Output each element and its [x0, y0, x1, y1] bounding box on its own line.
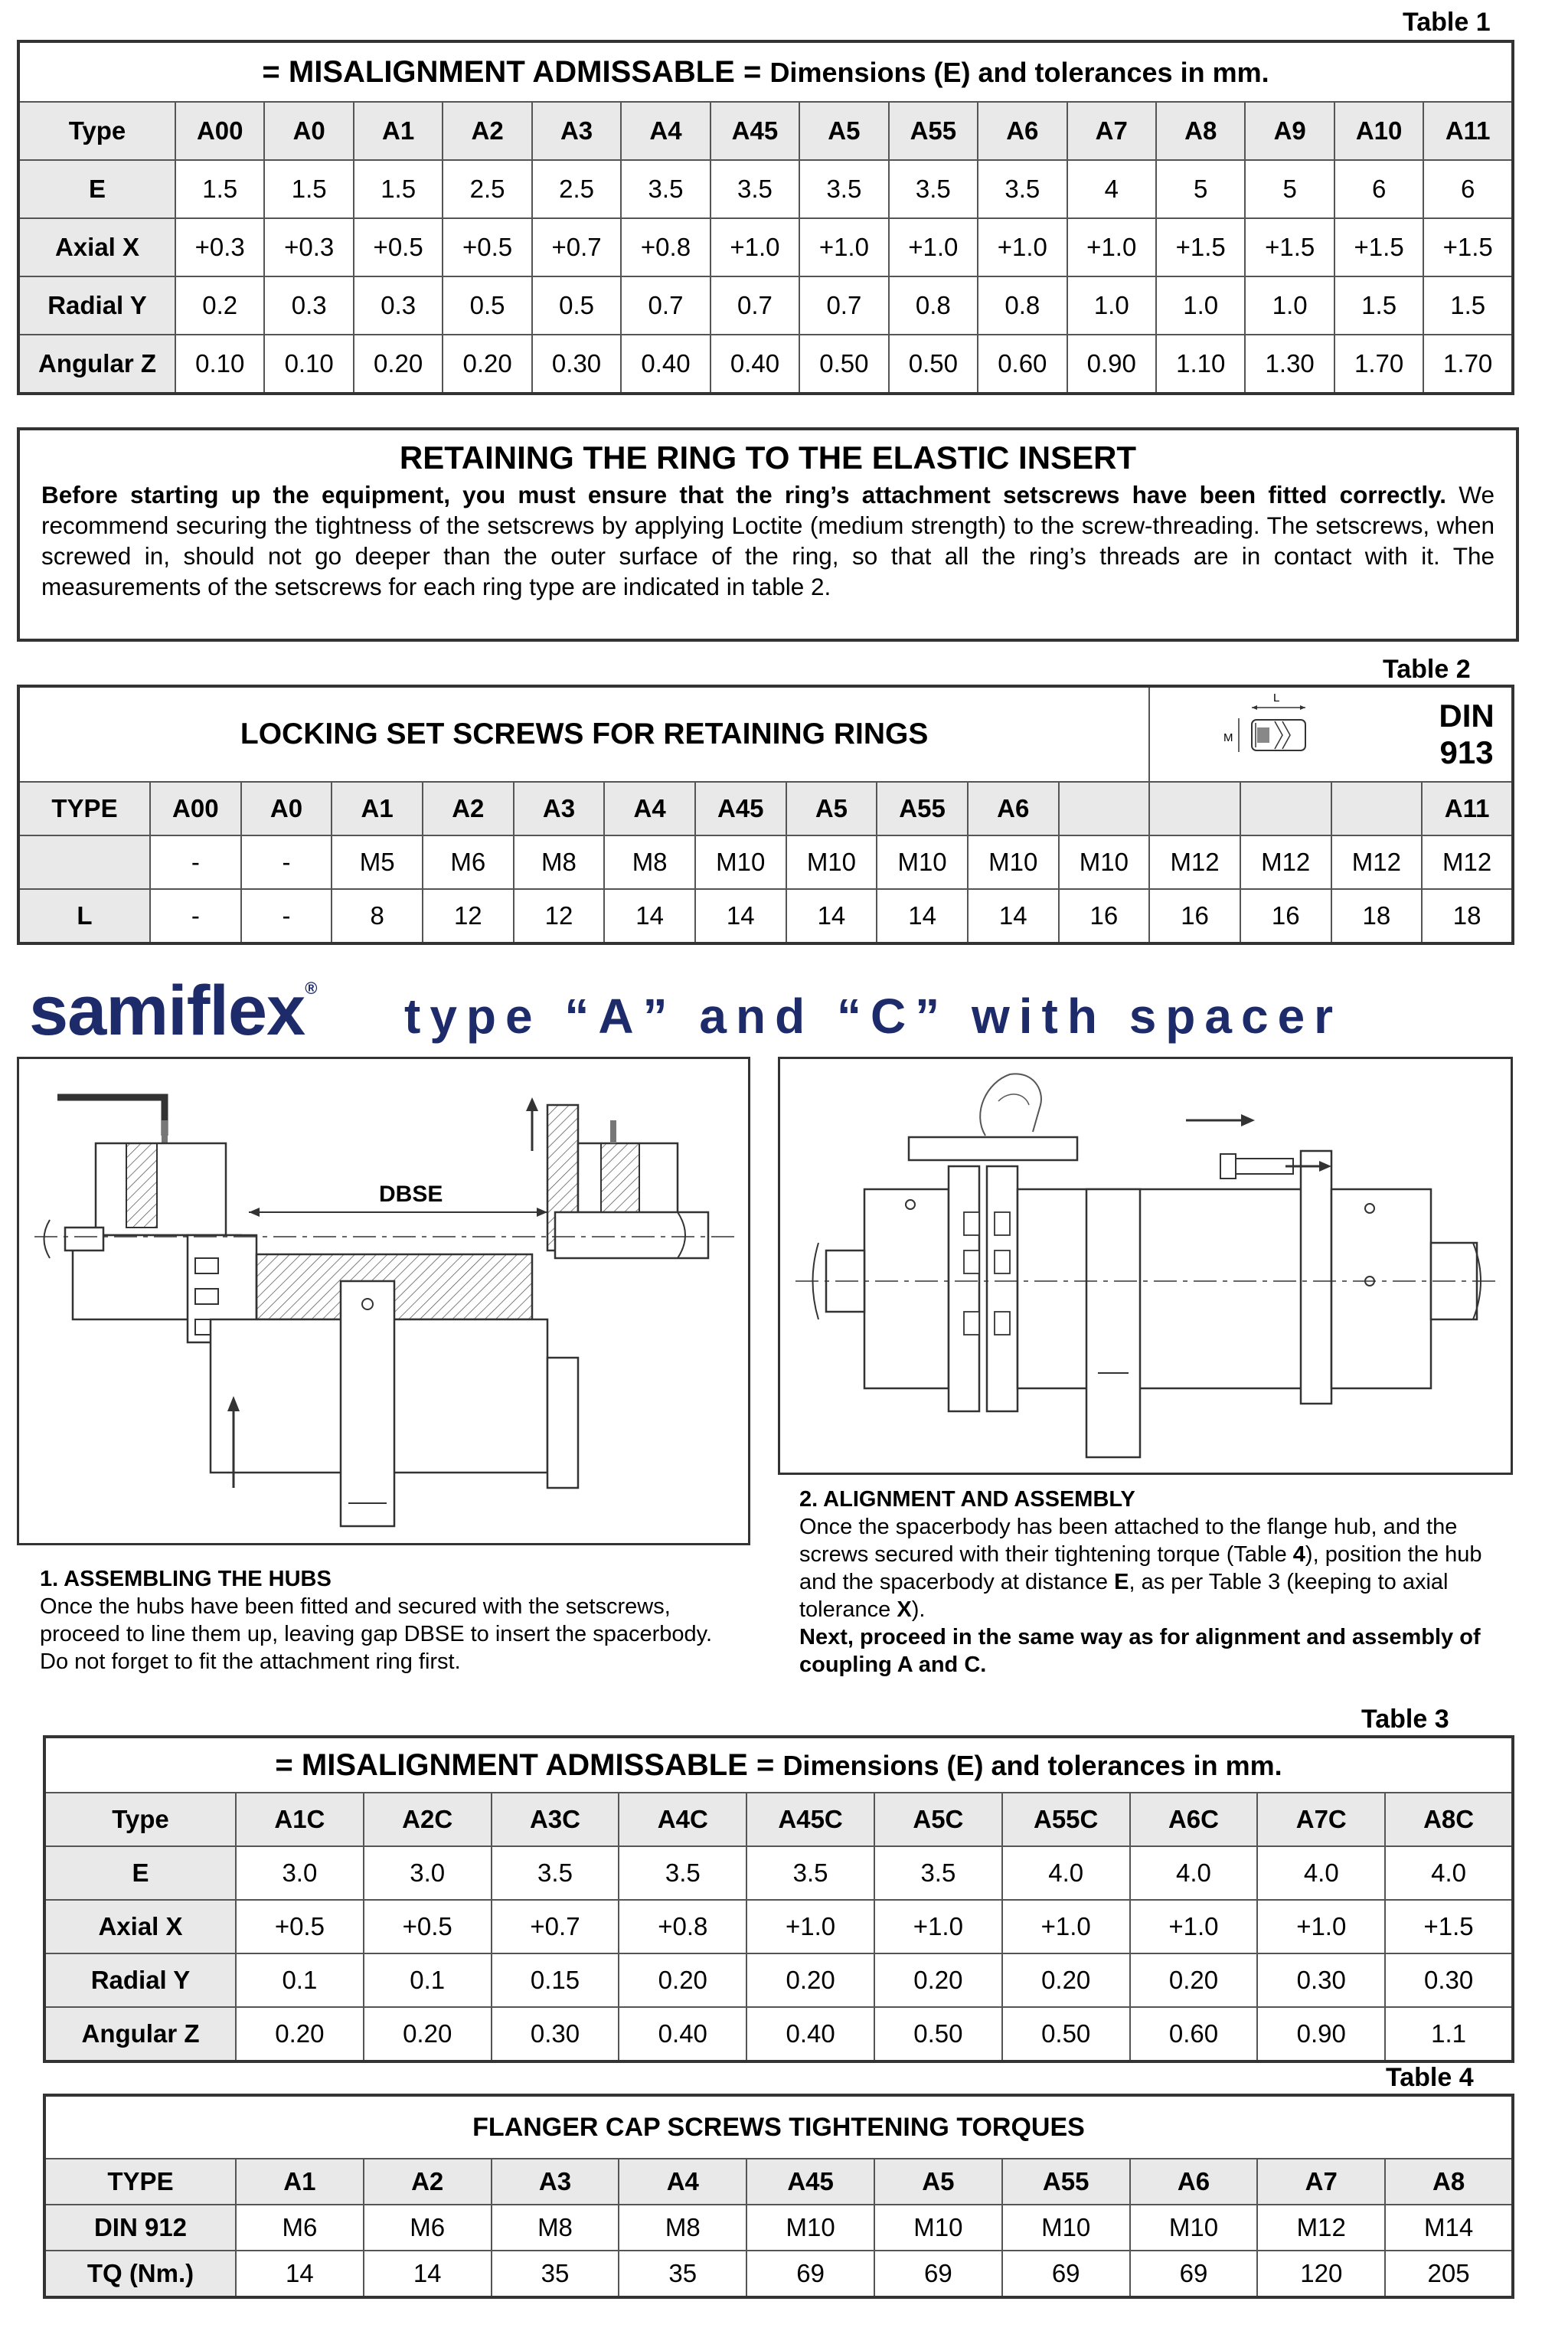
table-cell: 0.90	[1067, 335, 1156, 394]
table-cell: 0.20	[236, 2007, 364, 2061]
table-cell: 2.5	[443, 160, 531, 218]
column-header: A00	[150, 782, 241, 835]
table-cell: 12	[514, 889, 605, 943]
table-cell: 0.20	[1002, 1953, 1130, 2007]
table-cell: 0.60	[1130, 2007, 1258, 2061]
table-cell: M12	[1240, 835, 1331, 889]
table-cell: 0.20	[364, 2007, 492, 2061]
table-cell: M12	[1331, 835, 1423, 889]
table-cell: -	[241, 835, 332, 889]
table-cell: 0.50	[874, 2007, 1002, 2061]
table-cell: 0.30	[532, 335, 621, 394]
table-cell: +0.7	[532, 218, 621, 276]
column-header: A5	[786, 782, 877, 835]
table-cell: +1.5	[1385, 1900, 1513, 1953]
column-header: A55	[877, 782, 968, 835]
table-cell: +0.7	[492, 1900, 619, 1953]
row-header: Angular Z	[18, 335, 175, 394]
table-cell: 1.5	[175, 160, 264, 218]
table-cell: 4.0	[1257, 1846, 1385, 1900]
table-row	[18, 835, 1513, 889]
table-cell: +0.5	[443, 218, 531, 276]
table-row	[44, 2007, 1513, 2061]
table-cell: 69	[1130, 2251, 1258, 2297]
table-cell: 1.70	[1334, 335, 1423, 394]
column-header: A8	[1156, 102, 1245, 160]
table-cell: 16	[1149, 889, 1240, 943]
table-cell: 0.8	[978, 276, 1067, 335]
table-cell: 5	[1245, 160, 1334, 218]
column-header: A6C	[1130, 1793, 1258, 1846]
retaining-text: Before starting up the equipment, you must ensure that the ring’s attachment setscrews have been fitted correctly. We recommend securing the tightness of the setscrews by applying Loctite (medium strength) to the screw-threading. The setscrews, when screwed in, should not go deeper than the outer surface of the ring, so that all the ring’s threads are in contact with it. The measurements of the setscrews for each ring type are indicated in table 2.	[41, 481, 1494, 600]
column-header: A3	[532, 102, 621, 160]
column-header: A6	[1130, 2159, 1258, 2205]
table-cell: 0.1	[364, 1953, 492, 2007]
table-cell: M8	[619, 2205, 746, 2251]
table-cell: 3.0	[364, 1846, 492, 1900]
column-header: A6	[978, 102, 1067, 160]
table-cell: 1.0	[1156, 276, 1245, 335]
table-cell: 0.10	[175, 335, 264, 394]
row-header: Axial X	[44, 1900, 236, 1953]
table-cell: 205	[1385, 2251, 1513, 2297]
misalignment-table-c	[43, 1735, 1514, 2063]
table-cell: +1.5	[1156, 218, 1245, 276]
table-cell: 0.90	[1257, 2007, 1385, 2061]
table-cell: +0.8	[621, 218, 710, 276]
column-header: A4	[604, 782, 695, 835]
table-cell: 0.15	[492, 1953, 619, 2007]
row-header: Radial Y	[18, 276, 175, 335]
column-header: A1	[354, 102, 443, 160]
table-row	[44, 2251, 1513, 2297]
table-cell: M10	[695, 835, 786, 889]
column-header: A10	[1334, 102, 1423, 160]
column-header: A7	[1257, 2159, 1385, 2205]
table-cell: 4.0	[1002, 1846, 1130, 1900]
table-cell: 35	[619, 2251, 746, 2297]
table-cell: 35	[492, 2251, 619, 2297]
column-header-type: TYPE	[18, 782, 150, 835]
table-cell: 0.20	[874, 1953, 1002, 2007]
table-cell: M14	[1385, 2205, 1513, 2251]
table-cell: 69	[1002, 2251, 1130, 2297]
table-row	[44, 1846, 1513, 1900]
table2-label: Table 2	[1383, 655, 1471, 684]
table-cell: +1.5	[1423, 218, 1513, 276]
column-header: A2C	[364, 1793, 492, 1846]
column-header: A9	[1245, 102, 1334, 160]
table-cell: 3.5	[874, 1846, 1002, 1900]
row-header: Angular Z	[44, 2007, 236, 2061]
table-cell: 6	[1423, 160, 1513, 218]
column-header: A2	[423, 782, 514, 835]
column-header: A11	[1423, 102, 1513, 160]
table-cell: 0.5	[443, 276, 531, 335]
table-cell: +1.0	[889, 218, 978, 276]
column-header-type: Type	[18, 102, 175, 160]
table-cell: 69	[746, 2251, 874, 2297]
table-cell: -	[241, 889, 332, 943]
column-header: A0	[241, 782, 332, 835]
table-cell: M12	[1149, 835, 1240, 889]
table-row	[18, 889, 1513, 943]
column-header: A6	[968, 782, 1059, 835]
column-header: A7C	[1257, 1793, 1385, 1846]
row-header	[18, 835, 150, 889]
retaining-heading: RETAINING THE RING TO THE ELASTIC INSERT	[399, 440, 1137, 476]
table-cell: M5	[332, 835, 423, 889]
column-header	[1240, 782, 1331, 835]
table-cell: 1.70	[1423, 335, 1513, 394]
table3-label: Table 3	[1361, 1705, 1449, 1734]
table-cell: 3.5	[799, 160, 888, 218]
row-header: E	[18, 160, 175, 218]
misalignment-table-a	[17, 40, 1514, 395]
table-cell: M10	[1002, 2205, 1130, 2251]
table-cell: 0.1	[236, 1953, 364, 2007]
column-header: A45	[695, 782, 786, 835]
table-cell: M8	[492, 2205, 619, 2251]
table-cell: 6	[1334, 160, 1423, 218]
column-header: A2	[443, 102, 531, 160]
set-screw-drawing	[1149, 686, 1422, 782]
table-cell: 1.0	[1067, 276, 1156, 335]
table-cell: +0.3	[264, 218, 353, 276]
column-header: A11	[1422, 782, 1513, 835]
table-row	[44, 1953, 1513, 2007]
table-cell: 18	[1331, 889, 1423, 943]
table1-label: Table 1	[1403, 8, 1491, 37]
table-cell: 18	[1422, 889, 1513, 943]
column-header: A55C	[1002, 1793, 1130, 1846]
table-cell: +0.5	[364, 1900, 492, 1953]
table-cell: 14	[236, 2251, 364, 2297]
table-cell: +1.0	[1257, 1900, 1385, 1953]
column-header	[1149, 782, 1240, 835]
table-cell: +0.5	[354, 218, 443, 276]
table-cell: 3.5	[710, 160, 799, 218]
table-cell: M12	[1422, 835, 1513, 889]
table-cell: 14	[364, 2251, 492, 2297]
table-cell: +1.0	[1067, 218, 1156, 276]
table-cell: 14	[786, 889, 877, 943]
table-cell: 1.5	[354, 160, 443, 218]
row-header: L	[18, 889, 150, 943]
table-cell: 1.0	[1245, 276, 1334, 335]
table-cell: 5	[1156, 160, 1245, 218]
table-cell: +1.5	[1245, 218, 1334, 276]
column-header: A3	[492, 2159, 619, 2205]
table-cell: 3.5	[492, 1846, 619, 1900]
table-cell: 0.5	[532, 276, 621, 335]
table-cell: 1.30	[1245, 335, 1334, 394]
table-cell: 0.40	[621, 335, 710, 394]
table-cell: 0.7	[621, 276, 710, 335]
table-cell: 0.20	[1130, 1953, 1258, 2007]
set-screw-icon	[1171, 689, 1401, 773]
figure2-caption: 2. ALIGNMENT AND ASSEMBLY Once the spacerbody has been attached to the flange hub, and the screws secured with their tightening torque (Table 4), position the hub and the spacerbody at distance E, as per Table 3 (keeping to axial tolerance X). Next, proceed in the same way as for alignment and assembly of coupling A and C.	[799, 1487, 1482, 1677]
table-cell: 14	[604, 889, 695, 943]
column-header: A5	[799, 102, 888, 160]
row-header: TQ (Nm.)	[44, 2251, 236, 2297]
table-row	[18, 218, 1513, 276]
table4-title: FLANGER CAP SCREWS TIGHTENING TORQUES	[44, 2095, 1513, 2159]
column-header: A55	[1002, 2159, 1130, 2205]
assembling-hubs-figure	[17, 1057, 750, 1545]
table-cell: 0.3	[354, 276, 443, 335]
table-cell: 0.50	[799, 335, 888, 394]
table-cell: 0.7	[799, 276, 888, 335]
table-cell: 0.3	[264, 276, 353, 335]
column-header: A55	[889, 102, 978, 160]
table-cell: 3.5	[978, 160, 1067, 218]
column-header: A5C	[874, 1793, 1002, 1846]
table-cell: +1.0	[874, 1900, 1002, 1953]
table-cell: 3.5	[746, 1846, 874, 1900]
table-cell: 1.10	[1156, 335, 1245, 394]
table-cell: 2.5	[532, 160, 621, 218]
table-cell: 0.40	[710, 335, 799, 394]
table-cell: M6	[423, 835, 514, 889]
table-cell: 0.20	[443, 335, 531, 394]
table-row	[44, 1900, 1513, 1953]
table-cell: 0.7	[710, 276, 799, 335]
table-cell: +1.0	[1002, 1900, 1130, 1953]
table-cell: -	[150, 889, 241, 943]
column-header: A45	[746, 2159, 874, 2205]
row-header: Radial Y	[44, 1953, 236, 2007]
column-header: A2	[364, 2159, 492, 2205]
table-cell: M10	[746, 2205, 874, 2251]
alignment-assembly-drawing	[780, 1059, 1511, 1473]
column-header: A45	[710, 102, 799, 160]
column-header: A8	[1385, 2159, 1513, 2205]
table-cell: +0.3	[175, 218, 264, 276]
locking-set-screws-table	[17, 685, 1514, 945]
table-cell: 14	[695, 889, 786, 943]
table-cell: 8	[332, 889, 423, 943]
row-header: E	[44, 1846, 236, 1900]
table-cell: 14	[968, 889, 1059, 943]
table-cell: 0.2	[175, 276, 264, 335]
table-cell: 1.5	[1334, 276, 1423, 335]
table-cell: -	[150, 835, 241, 889]
table-row	[18, 160, 1513, 218]
svg-text:DBSE: DBSE	[379, 1182, 443, 1207]
table-cell: 0.8	[889, 276, 978, 335]
table-cell: 12	[423, 889, 514, 943]
table3-title: = MISALIGNMENT ADMISSABLE = Dimensions (E) and tolerances in mm.	[44, 1737, 1513, 1793]
table-cell: 0.20	[746, 1953, 874, 2007]
column-header-type: Type	[44, 1793, 236, 1846]
table-cell: 0.20	[354, 335, 443, 394]
table-cell: M10	[1130, 2205, 1258, 2251]
table-cell: +1.0	[710, 218, 799, 276]
table-cell: 1.5	[264, 160, 353, 218]
alignment-assembly-figure	[778, 1057, 1513, 1475]
table-cell: +0.8	[619, 1900, 746, 1953]
svg-text:M: M	[1223, 731, 1233, 744]
table-cell: 120	[1257, 2251, 1385, 2297]
table-cell: 69	[874, 2251, 1002, 2297]
section-subtitle: type “A” and “C” with spacer	[404, 989, 1343, 1044]
assembling-hubs-drawing	[19, 1059, 748, 1543]
table4-label: Table 4	[1386, 2063, 1474, 2092]
table-cell: 1.1	[1385, 2007, 1513, 2061]
column-header: A45C	[746, 1793, 874, 1846]
table-cell: 0.30	[1257, 1953, 1385, 2007]
table-cell: 4	[1067, 160, 1156, 218]
table2-title: LOCKING SET SCREWS FOR RETAINING RINGS	[18, 686, 1149, 782]
table-cell: 3.5	[621, 160, 710, 218]
table-row	[44, 2205, 1513, 2251]
column-header: A3C	[492, 1793, 619, 1846]
column-header: A1	[332, 782, 423, 835]
table-cell: M10	[968, 835, 1059, 889]
column-header: A0	[264, 102, 353, 160]
table-cell: 0.30	[1385, 1953, 1513, 2007]
table-cell: 4.0	[1130, 1846, 1258, 1900]
table-cell: 16	[1240, 889, 1331, 943]
table-cell: M6	[364, 2205, 492, 2251]
samiflex-logo: samiflex®	[29, 972, 317, 1050]
column-header	[1331, 782, 1423, 835]
table-cell: 4.0	[1385, 1846, 1513, 1900]
row-header: Axial X	[18, 218, 175, 276]
table-cell: 3.5	[889, 160, 978, 218]
table-cell: 0.20	[619, 1953, 746, 2007]
table-cell: +0.5	[236, 1900, 364, 1953]
column-header: A00	[175, 102, 264, 160]
din-913-label: DIN 913	[1422, 686, 1513, 782]
table-cell: M10	[877, 835, 968, 889]
svg-text:L: L	[1272, 691, 1280, 705]
row-header: DIN 912	[44, 2205, 236, 2251]
table-cell: +1.5	[1334, 218, 1423, 276]
table-cell: 3.5	[619, 1846, 746, 1900]
table-cell: +1.0	[1130, 1900, 1258, 1953]
column-header: A4	[621, 102, 710, 160]
table-cell: 1.5	[1423, 276, 1513, 335]
column-header: A1C	[236, 1793, 364, 1846]
table-cell: 0.50	[889, 335, 978, 394]
column-header: A1	[236, 2159, 364, 2205]
table-cell: M6	[236, 2205, 364, 2251]
table-cell: 0.60	[978, 335, 1067, 394]
table-cell: 0.30	[492, 2007, 619, 2061]
tightening-torques-table	[43, 2094, 1514, 2299]
table-cell: 0.40	[746, 2007, 874, 2061]
table-cell: 0.50	[1002, 2007, 1130, 2061]
table-cell: M10	[874, 2205, 1002, 2251]
table-cell: +1.0	[799, 218, 888, 276]
table-cell: +1.0	[978, 218, 1067, 276]
figure1-caption: 1. ASSEMBLING THE HUBS Once the hubs have been fitted and secured with the setscrews, proceed to line them up, leaving gap DBSE to insert the spacerbody. Do not forget to fit the attachment ring first.	[40, 1567, 713, 1674]
column-header: A4C	[619, 1793, 746, 1846]
column-header	[1059, 782, 1150, 835]
table-cell: 0.10	[264, 335, 353, 394]
table-cell: M8	[604, 835, 695, 889]
column-header: A5	[874, 2159, 1002, 2205]
table-cell: 16	[1059, 889, 1150, 943]
table-cell: M10	[1059, 835, 1150, 889]
column-header: A4	[619, 2159, 746, 2205]
table-cell: M12	[1257, 2205, 1385, 2251]
table-cell: 14	[877, 889, 968, 943]
column-header: A8C	[1385, 1793, 1513, 1846]
retaining-ring-notice	[17, 427, 1519, 642]
table-cell: +1.0	[746, 1900, 874, 1953]
column-header: A3	[514, 782, 605, 835]
table-row	[18, 335, 1513, 394]
table-cell: M8	[514, 835, 605, 889]
table-cell: 0.40	[619, 2007, 746, 2061]
table-cell: 3.0	[236, 1846, 364, 1900]
table-cell: M10	[786, 835, 877, 889]
column-header-type: TYPE	[44, 2159, 236, 2205]
table1-title: = MISALIGNMENT ADMISSABLE = Dimensions (E) and tolerances in mm.	[18, 41, 1513, 102]
table-row	[18, 276, 1513, 335]
column-header: A7	[1067, 102, 1156, 160]
